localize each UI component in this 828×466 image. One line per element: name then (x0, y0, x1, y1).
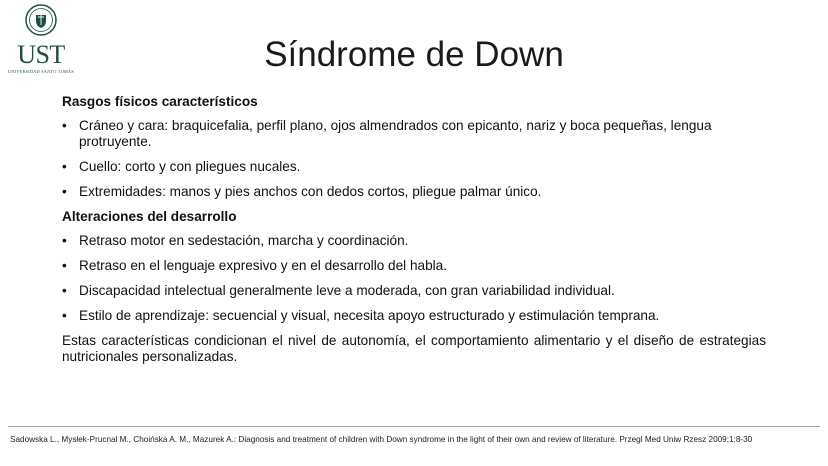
section-heading-development: Alteraciones del desarrollo (62, 209, 237, 224)
list-item-text: Cuello: corto y con pliegues nucales. (79, 159, 301, 174)
list-item (62, 283, 766, 299)
bullet-icon: • (62, 283, 67, 298)
list-item-text: Cráneo y cara: braquicefalia, perfil plano, ojos almendrados con epicanto, nariz y boca pequeñas, lengua protruyente. (79, 118, 712, 149)
bullet-icon: • (62, 233, 67, 248)
bullet-icon: • (62, 118, 67, 133)
list-item (62, 233, 766, 249)
list-item (62, 308, 766, 324)
footer-citation: Sadowska L., Mysłek-Prucnal M., Choińska A. M., Mazurek A.: Diagnosis and treatment of children with Down syndrome in the light of their own and review of literature. Przegl Med Uniw Rzesz 2009;1:8-30 (10, 435, 753, 444)
list-item (62, 258, 766, 274)
logo-subtitle: UNIVERSIDAD SANTO TOMÁS (8, 69, 74, 74)
list-item-text: Retraso en el lenguaje expresivo y en el desarrollo del habla. (79, 258, 448, 273)
list-item-text: Discapacidad intelectual generalmente leve a moderada, con gran variabilidad individual. (79, 283, 615, 298)
bullet-icon: • (62, 308, 67, 323)
list-item (62, 184, 766, 200)
conclusion-paragraph: Estas características condicionan el nivel de autonomía, el comportamiento alimentario y el diseño de estrategias nutricionales personalizadas. (62, 333, 766, 364)
bullet-icon: • (62, 258, 67, 273)
footer-divider (8, 426, 820, 427)
logo-wordmark: UST (17, 40, 65, 69)
slide-content (62, 94, 766, 365)
bullet-icon: • (62, 184, 67, 199)
slide-title: Síndrome de Down (264, 35, 564, 74)
list-item-text: Estilo de aprendizaje: secuencial y visual, necesita apoyo estructurado y estimulación temprana. (79, 308, 660, 323)
university-seal-icon (25, 4, 57, 36)
list-item-text: Extremidades: manos y pies anchos con dedos cortos, pliegue palmar único. (79, 184, 542, 199)
section-heading-physical: Rasgos físicos característicos (62, 94, 258, 109)
bullet-icon: • (62, 159, 67, 174)
list-item-text: Retraso motor en sedestación, marcha y coordinación. (79, 233, 409, 248)
list-item (62, 118, 766, 150)
list-item (62, 159, 766, 175)
